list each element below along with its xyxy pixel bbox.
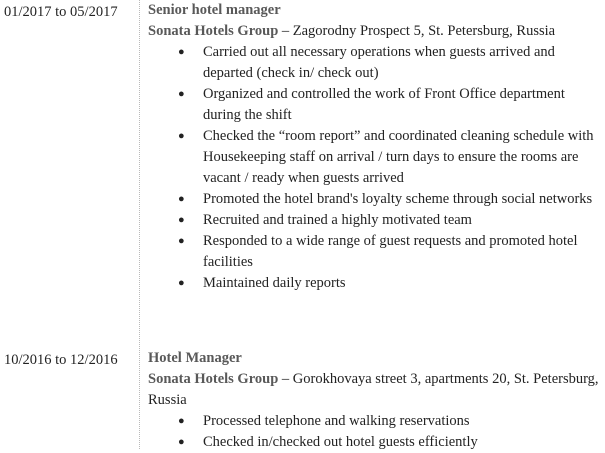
duty-text: Maintained daily reports: [203, 275, 346, 291]
employer-name: Sonata Hotels Group: [148, 371, 279, 387]
job-title: Senior hotel manager: [148, 2, 281, 18]
bullet-icon: ●: [178, 193, 185, 205]
list-item: [148, 231, 603, 273]
list-item: [148, 42, 603, 84]
employer-line: [148, 21, 603, 42]
employer-location: – Gorokhovaya street 3, apartments 20, St. Petersburg, Russia: [148, 371, 599, 408]
employment-dates: 10/2016 to 12/2016: [4, 352, 118, 368]
list-item: [148, 210, 603, 231]
duty-text: Carried out all necessary operations when guests arrived and departed (check in/ check out): [203, 44, 555, 81]
bullet-icon: ●: [178, 235, 185, 247]
duty-text: Checked in/checked out hotel guests efficiently: [203, 434, 478, 450]
employer-line: [148, 369, 603, 411]
duty-text: Processed telephone and walking reservations: [203, 413, 470, 429]
bullet-icon: ●: [178, 214, 185, 226]
list-item: [148, 84, 603, 126]
list-item: [148, 189, 603, 210]
employer-location: – Zagorodny Prospect 5, St. Petersburg, Russia: [278, 23, 556, 39]
duties-list: [148, 42, 603, 294]
duty-text: Promoted the hotel brand's loyalty scheme through social networks: [203, 191, 593, 207]
duty-text: Responded to a wide range of guest requests and promoted hotel facilities: [203, 233, 578, 270]
bullet-icon: ●: [178, 130, 185, 142]
list-item: [148, 126, 603, 189]
duty-text: Checked the “room report” and coordinated cleaning schedule with Housekeeping staff on arrival / turn days to ensure the rooms are vacant / ready when guests arrived: [203, 128, 594, 186]
bullet-icon: ●: [178, 436, 185, 448]
duty-text: Recruited and trained a highly motivated team: [203, 212, 472, 228]
list-item: [148, 432, 603, 453]
bullet-icon: ●: [178, 88, 185, 100]
employer-name: Sonata Hotels Group: [148, 23, 279, 39]
column-divider: [139, 0, 140, 449]
bullet-icon: ●: [178, 415, 185, 427]
bullet-icon: ●: [178, 277, 185, 289]
duty-text: Organized and controlled the work of Front Office department during the shift: [203, 86, 565, 123]
experience-details: [148, 348, 603, 453]
experience-details: [148, 0, 603, 294]
bullet-icon: ●: [178, 46, 185, 58]
job-title: Hotel Manager: [148, 350, 242, 366]
duties-list: [148, 411, 603, 453]
list-item: [148, 273, 603, 294]
list-item: [148, 411, 603, 432]
employment-dates: 01/2017 to 05/2017: [4, 4, 118, 20]
